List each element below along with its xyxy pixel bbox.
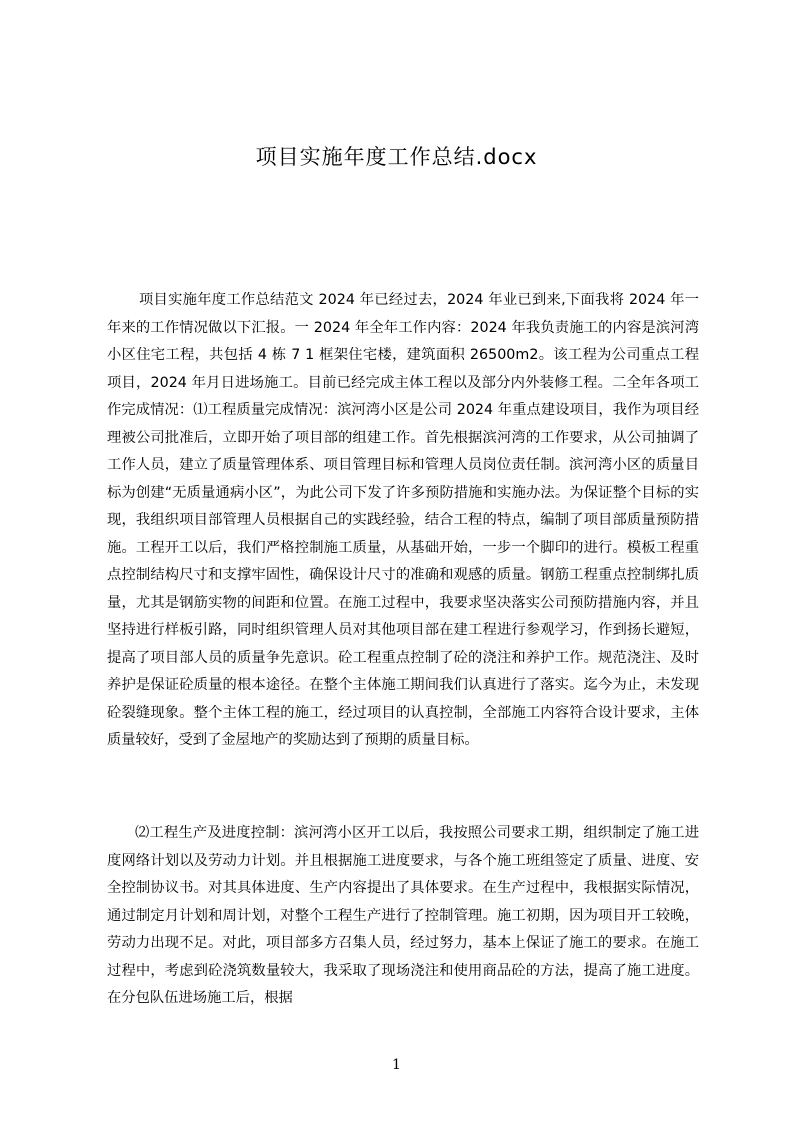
page-number: 1 bbox=[392, 1057, 401, 1073]
body-paragraph-1: 项目实施年度工作总结范文 2024 年已经过去，2024 年业已到来,下面我将 2024 年一年来的工作情况做以下汇报。一 2024 年全年工作内容：2024 年我负责施工的内容是滨河湾小区住宅工程，共包括 4 栋 7 1 框架住宅楼，建筑面积 26500m2。该工程为公司重点工程项目，2024 年月日进场施工。目前已经完成主体工程以及部分内外装修工程。二全年各项工作完成情况：⑴工程质量完成情况：滨河湾小区是公司 2024 年重点建设项目，我作为项目经理被公司批准后，立即开始了项目部的组建工作。首先根据滨河湾的工作要求，从公司抽调了工作人员，建立了质量管理体系、项目管理目标和管理人员岗位责任制。滨河湾小区的质量目标为创建“无质量通病小区”，为此公司下发了许多预防措施和实施办法。为保证整个目标的实现，我组织项目部管理人员根据自己的实践经验，结合工程的特点，编制了项目部质量预防措施。工程开工以后，我们严格控制施工质量，从基础开始，一步一个脚印的进行。模板工程重点控制结构尺寸和支撑牢固性，确保设计尺寸的准确和观感的质量。钢筋工程重点控制绑扎质量，尤其是钢筋实物的间距和位置。在施工过程中，我要求坚决落实公司预防措施内容，并且坚持进行样板引路，同时组织管理人员对其他项目部在建工程进行参观学习，作到扬长避短，提高了项目部人员的质量争先意识。砼工程重点控制了砼的浇注和养护工作。规范浇注、及时养护是保证砼质量的根本途径。在整个主体施工期间我们认真进行了落实。迄今为止，未发现砼裂缝现象。整个主体工程的施工，经过项目的认真控制，全部施工内容符合设计要求，主体质量较好，受到了金屋地产的奖励达到了预期的质量目标。 bbox=[107, 292, 699, 748]
document-title: 项目实施年度工作总结.docx bbox=[255, 145, 538, 169]
body-paragraph-2: ⑵工程生产及进度控制：滨河湾小区开工以后，我按照公司要求工期，组织制定了施工进度网络计划以及劳动力计划。并且根据施工进度要求，与各个施工班组签定了质量、进度、安全控制协议书。对其具体进度、生产内容提出了具体要求。在生产过程中，我根据实际情况，通过制定月计划和周计划，对整个工程生产进行了控制管理。施工初期，因为项目开工较晚，劳动力出现不足。对此，项目部多方召集人员，经过努力，基本上保证了施工的要求。在施工过程中，考虑到砼浇筑数量较大，我采取了现场浇注和使用商品砼的方法，提高了施工进度。在分包队伍进场施工后，根据 bbox=[107, 825, 699, 1006]
